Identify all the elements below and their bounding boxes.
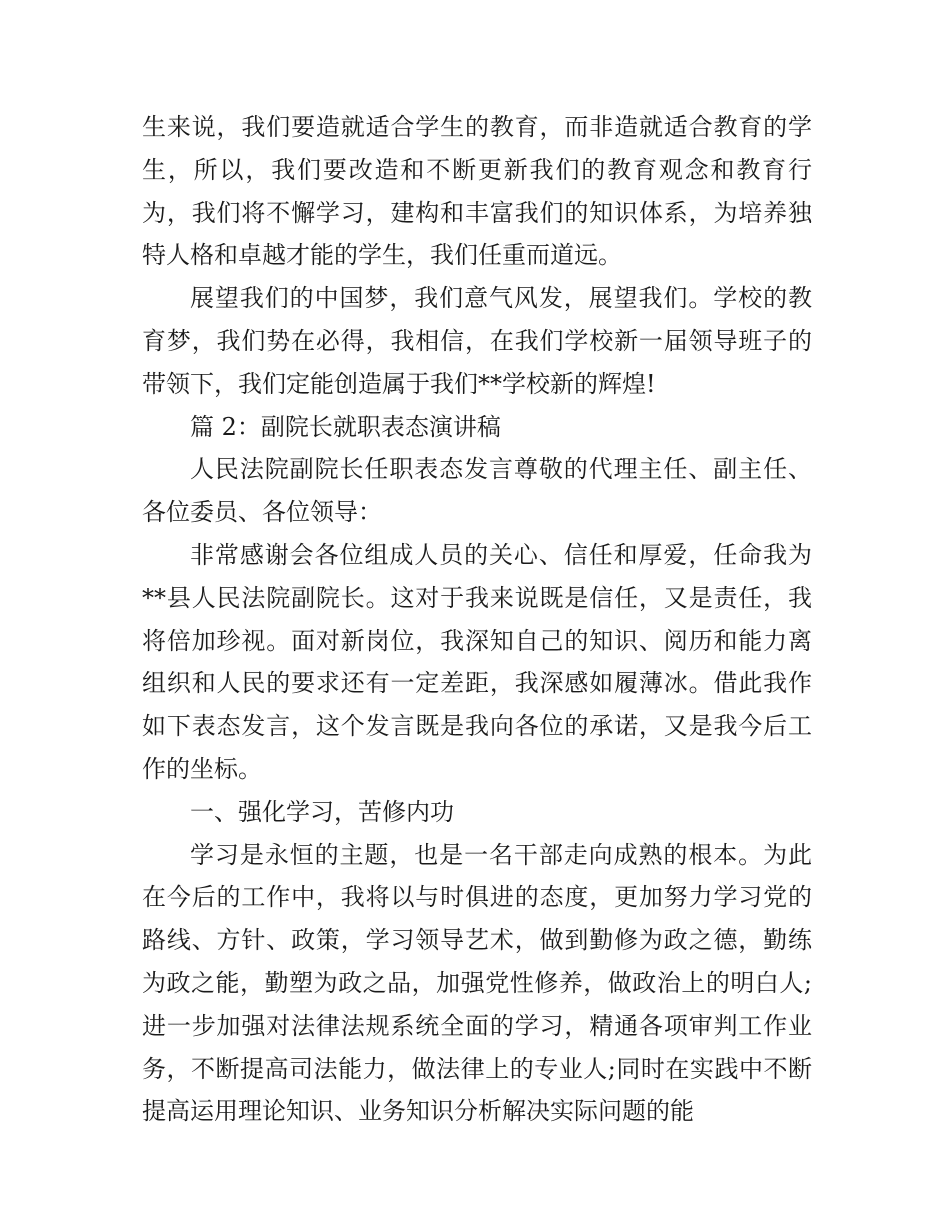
section-heading-article-2: 篇 2：副院长就职表态演讲稿 [190, 412, 501, 441]
paragraph-thanks: 非常感谢会各位组成人员的关心、信任和厚爱，任命我为**县人民法院副院长。这对于我来说既是信任，又是责任，我将倍加珍视。面对新岗位，我深知自己的知识、阅历和能力离组织和人民的要求还有一定差距，我深感如履薄冰。借此我作如下表态发言，这个发言既是我向各位的承诺，又是我今后工作的坐标。 [142, 540, 812, 783]
paragraph-china-dream: 展望我们的中国梦，我们意气风发，展望我们。学校的教育梦，我们势在必得，我相信，在我们学校新一届领导班子的带领下，我们定能创造属于我们**学校新的辉煌! [142, 284, 812, 398]
paragraph-salutation: 人民法院副院长任职表态发言尊敬的代理主任、副主任、各位委员、各位领导： [142, 455, 812, 527]
subheading-strengthen-study: 一、强化学习，苦修内功 [190, 797, 454, 826]
paragraph-study: 学习是永恒的主题，也是一名干部走向成熟的根本。为此在今后的工作中，我将以与时俱进的态度，更加努力学习党的路线、方针、政策，学习领导艺术，做到勤修为政之德，勤练为政之能，勤塑为政之品，加强党性修养，做政治上的明白人;进一步加强对法律法规系统全面的学习，精通各项审判工作业务，不断提高司法能力，做法律上的专业人;同时在实践中不断提高运用理论知识、业务知识分析解决实际问题的能 [142, 840, 812, 1126]
paragraph-continuation: 生来说，我们要造就适合学生的教育，而非造就适合教育的学生，所以，我们要改造和不断更新我们的教育观念和教育行为，我们将不懈学习，建构和丰富我们的知识体系，为培养独特人格和卓越才能的学生，我们任重而道远。 [142, 113, 812, 270]
document-body [142, 106, 812, 1133]
